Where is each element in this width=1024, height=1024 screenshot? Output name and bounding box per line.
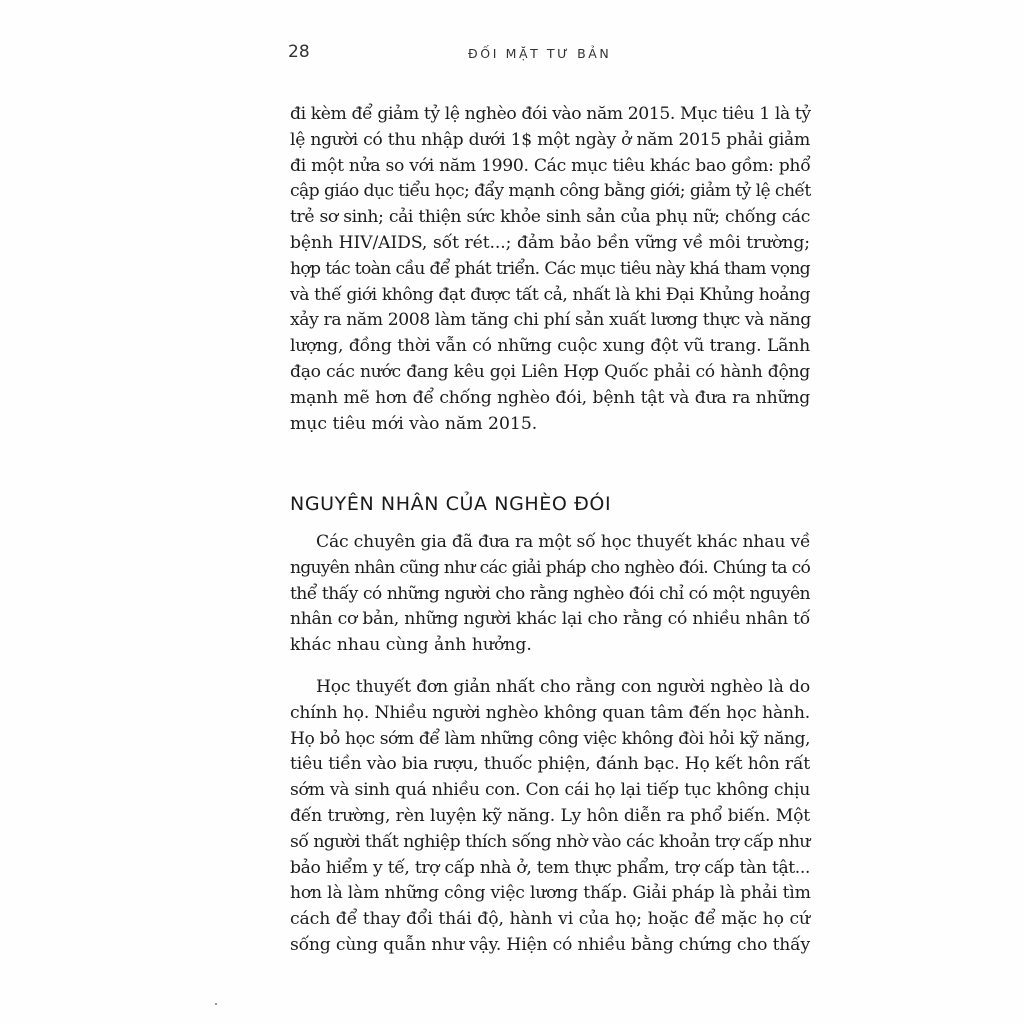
- page-header: [288, 42, 748, 72]
- page-number: 28: [288, 42, 310, 62]
- text-line: đi một nửa so với năm 1990. Các mục tiêu khác bao gồm: phổ: [290, 155, 811, 176]
- text-line: lượng, đồng thời vẫn có những cuộc xung đột vũ trang. Lãnh: [290, 336, 810, 357]
- text-line: hợp tác toàn cầu để phát triển. Các mục tiêu này khá tham vọng: [290, 258, 810, 279]
- running-title: ĐỐI MẶT TƯ BẢN: [468, 46, 612, 61]
- text-line: bảo hiểm y tế, trợ cấp nhà ở, tem thực phẩm, trợ cấp tàn tật...: [290, 857, 810, 878]
- text-line: cập giáo dục tiểu học; đẩy mạnh công bằng giới; giảm tỷ lệ chết: [290, 181, 811, 202]
- text-line: mục tiêu mới vào năm 2015.: [290, 413, 538, 434]
- paragraph-simplest-theory: [290, 675, 810, 959]
- text-line: tiêu tiền vào bia rượu, thuốc phiện, đánh bạc. Họ kết hôn rất: [290, 754, 810, 775]
- text-line: đi kèm để giảm tỷ lệ nghèo đói vào năm 2015. Mục tiêu 1 là tỷ: [290, 104, 811, 124]
- text-line: mạnh mẽ hơn để chống nghèo đói, bệnh tật và đưa ra những: [290, 387, 810, 408]
- text-line: đạo các nước đang kêu gọi Liên Hợp Quốc phải có hành động: [290, 361, 810, 382]
- section-heading: NGUYÊN NHÂN CỦA NGHÈO ĐÓI: [290, 493, 612, 515]
- text-line: sống cùng quẫn như vậy. Hiện có nhiều bằng chứng cho thấy: [290, 934, 811, 955]
- text-line: nguyên nhân cũng như các giải pháp cho nghèo đói. Chúng ta có: [290, 557, 810, 578]
- text-line: khác nhau cùng ảnh hưởng.: [290, 635, 532, 656]
- text-line: trẻ sơ sinh; cải thiện sức khỏe sinh sản của phụ nữ; chống các: [290, 207, 810, 228]
- text-line: số người thất nghiệp thích sống nhờ vào các khoản trợ cấp như: [290, 831, 810, 852]
- text-line: Học thuyết đơn giản nhất cho rằng con người nghèo là do: [316, 677, 810, 697]
- text-line: sớm và sinh quá nhiều con. Con cái họ lại tiếp tục không chịu: [290, 780, 810, 801]
- text-line: bệnh HIV/AIDS, sốt rét...; đảm bảo bền vững về môi trường;: [290, 232, 810, 253]
- text-line: và thế giới không đạt được tất cả, nhất là khi Đại Khủng hoảng: [290, 284, 810, 305]
- text-line: lệ người có thu nhập dưới 1$ một ngày ở năm 2015 phải giảm: [290, 129, 810, 150]
- text-line: nhân cơ bản, những người khác lại cho rằng có nhiều nhân tố: [290, 609, 810, 630]
- paragraph-continued: [290, 102, 810, 437]
- paragraph-causes-intro: [290, 530, 810, 659]
- text-line: chính họ. Nhiều người nghèo không quan tâm đến học hành.: [290, 702, 810, 723]
- text-line: cách để thay đổi thái độ, hành vi của họ; hoặc để mặc họ cứ: [290, 909, 810, 930]
- text-line: Họ bỏ học sớm để làm những công việc không đòi hỏi kỹ năng,: [290, 728, 810, 749]
- text-line: xảy ra năm 2008 làm tăng chi phí sản xuất lương thực và năng: [290, 310, 811, 331]
- text-line: đến trường, rèn luyện kỹ năng. Ly hôn diễn ra phổ biến. Một: [290, 805, 810, 826]
- text-line: thể thấy có những người cho rằng nghèo đói chỉ có một nguyên: [290, 583, 810, 604]
- text-line: Các chuyên gia đã đưa ra một số học thuyết khác nhau về: [316, 532, 811, 552]
- dust-speck: [215, 1003, 217, 1005]
- text-line: hơn là làm những công việc lương thấp. Giải pháp là phải tìm: [290, 883, 811, 904]
